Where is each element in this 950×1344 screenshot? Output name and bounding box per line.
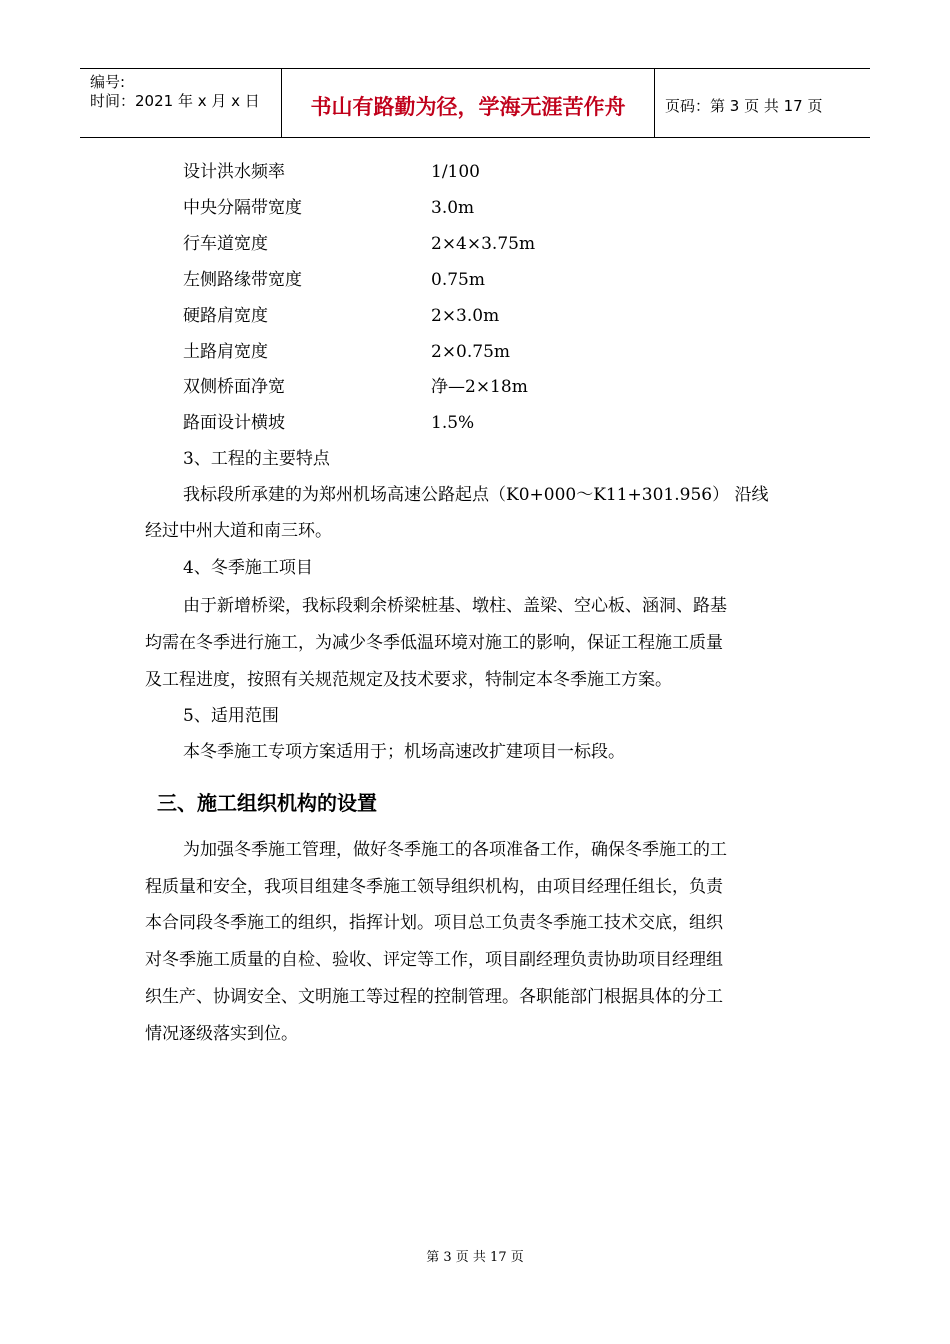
paragraph-line: 情况逐级落实到位。 xyxy=(145,1024,298,1044)
header-meta-cell xyxy=(80,69,282,137)
paragraph-line: 及工程进度，按照有关规范规定及技术要求，特制定本冬季施工方案。 xyxy=(145,670,672,690)
section-4-title: 4、冬季施工项目 xyxy=(183,558,313,578)
spec-value: 1.5% xyxy=(431,413,475,433)
spec-key: 设计洪水频率 xyxy=(183,162,285,182)
spec-key: 双侧桥面净宽 xyxy=(183,377,285,397)
paragraph-line: 均需在冬季进行施工，为减少冬季低温环境对施工的影响，保证工程施工质量 xyxy=(145,633,723,653)
header-motto-cell xyxy=(282,69,655,137)
paragraph-line: 对冬季施工质量的自检、验收、评定等工作，项目副经理负责协助项目经理组 xyxy=(145,950,723,970)
paragraph-line: 程质量和安全，我项目组建冬季施工领导组织机构，由项目经理任组长，负责 xyxy=(145,877,723,897)
spec-key: 路面设计横坡 xyxy=(183,413,285,433)
paragraph-line: 由于新增桥梁，我标段剩余桥梁桩基、墩柱、盖梁、空心板、涵洞、路基 xyxy=(183,596,727,616)
paragraph-line: 经过中州大道和南三环。 xyxy=(145,521,332,541)
spec-key: 行车道宽度 xyxy=(183,234,268,254)
header-page-info: 页码：第 3 页 共 17 页 xyxy=(665,97,823,115)
spec-value: 2×3.0m xyxy=(431,306,500,326)
header-page-cell xyxy=(655,69,870,137)
spec-value: 2×0.75m xyxy=(431,342,511,362)
paragraph-line: 织生产、协调安全、文明施工等过程的控制管理。各职能部门根据具体的分工 xyxy=(145,987,723,1007)
paragraph-line: 我标段所承建的为郑州机场高速公路起点（K0+000～K11+301.956） 沿线 xyxy=(183,485,769,505)
spec-value: 1/100 xyxy=(431,162,480,182)
spec-value: 0.75m xyxy=(431,270,485,290)
spec-key: 左侧路缘带宽度 xyxy=(183,270,302,290)
spec-value: 净—2×18m xyxy=(431,377,528,397)
chapter-heading: 三、施工组织机构的设置 xyxy=(157,791,377,815)
spec-key: 硬路肩宽度 xyxy=(183,306,268,326)
page-footer: 第 3 页 共 17 页 xyxy=(426,1250,524,1265)
page-header xyxy=(80,68,870,138)
section-5-title: 5、适用范围 xyxy=(183,706,279,726)
header-motto: 书山有路勤为径，学海无涯苦作舟 xyxy=(310,95,626,119)
paragraph-line: 为加强冬季施工管理，做好冬季施工的各项准备工作，确保冬季施工的工 xyxy=(183,840,727,860)
document-date: 时间：2021 年 x 月 x 日 xyxy=(90,92,260,110)
spec-value: 3.0m xyxy=(431,198,475,218)
document-number-label: 编号: xyxy=(90,73,126,91)
spec-key: 土路肩宽度 xyxy=(183,342,268,362)
spec-key: 中央分隔带宽度 xyxy=(183,198,302,218)
paragraph-line: 本冬季施工专项方案适用于；机场高速改扩建项目一标段。 xyxy=(183,742,625,762)
spec-value: 2×4×3.75m xyxy=(431,234,536,254)
section-3-title: 3、工程的主要特点 xyxy=(183,449,330,469)
paragraph-line: 本合同段冬季施工的组织，指挥计划。项目总工负责冬季施工技术交底，组织 xyxy=(145,913,723,933)
